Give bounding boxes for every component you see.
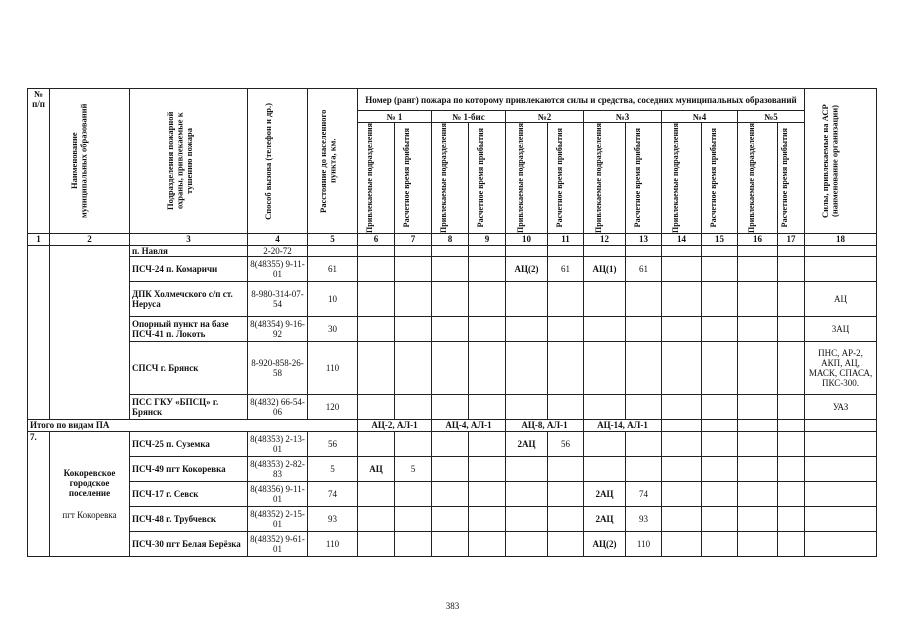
header-sub-time: Расчетное время прибытия: [469, 123, 506, 234]
unit-cell: ПСЧ-49 пгт Кокоревка: [130, 456, 248, 481]
call-cell: 8(48355) 9-11-01: [248, 256, 308, 281]
call-cell: 8-980-314-07-54: [248, 281, 308, 316]
unit-cell: ПСЧ-17 г. Севск: [130, 481, 248, 506]
distance-cell: 61: [308, 256, 358, 281]
distance-cell: 74: [308, 481, 358, 506]
totals-rank-1: АЦ-2, АЛ-1: [358, 419, 432, 431]
header-sub-time: Расчетное время прибытия: [548, 123, 584, 234]
table-row: ПСЧ-30 пгт Белая Берёзка 8(48352) 9-61-01 110 АЦ(2) 110: [28, 531, 877, 556]
col-number: 12: [584, 233, 626, 245]
totals-row: [28, 419, 877, 431]
call-cell: 2-20-72: [248, 245, 308, 256]
header-rank-1: № 1: [358, 111, 432, 123]
col-number: 6: [358, 233, 395, 245]
col-number: 17: [778, 233, 805, 245]
unit-cell: ПСЧ-48 г. Трубчевск: [130, 506, 248, 531]
totals-rank-3: АЦ-14, АЛ-1: [584, 419, 662, 431]
municipal-cell: [50, 431, 130, 556]
table-row: [28, 394, 877, 419]
call-cell: 8(48353) 2-13-01: [248, 431, 308, 456]
col-number: 5: [308, 233, 358, 245]
header-asr: Силы, привлекаемые на АСР (наименование организации): [805, 89, 877, 234]
municipal-name: Кокоревское городское поселение: [63, 467, 116, 498]
unit-cell: п. Навля: [130, 245, 248, 256]
header-rank-3: №3: [584, 111, 662, 123]
call-cell: 8(48353) 2-82-83: [248, 456, 308, 481]
table-row: ПСЧ-24 п. Комаричи 8(48355) 9-11-01 61 АЦ(2) 61 АЦ(1) 61: [28, 256, 877, 281]
distance-cell: 110: [308, 341, 358, 394]
header-rank-5: №5: [738, 111, 805, 123]
unit-cell: ПСС ГКУ «БПСЦ» г. Брянск: [130, 394, 248, 419]
col-number: 15: [702, 233, 738, 245]
distance-cell: 120: [308, 394, 358, 419]
call-cell: 8(48354) 9-16-92: [248, 316, 308, 341]
fire-forces-table: [27, 88, 877, 557]
distance-cell: 5: [308, 456, 358, 481]
table-row: ПСЧ-49 пгт Кокоревка 8(48353) 2-82-83 5 АЦ 5: [28, 456, 877, 481]
distance-cell: 93: [308, 506, 358, 531]
header-distance: Расстояние до населенного пункта, км.: [308, 89, 358, 234]
unit-cell: СПСЧ г. Брянск: [130, 341, 248, 394]
col-number: 11: [548, 233, 584, 245]
col-number: 2: [50, 233, 130, 245]
header-sub-time: Расчетное время прибытия: [395, 123, 432, 234]
table-row: [28, 341, 877, 394]
call-cell: 8(48352) 2-15-01: [248, 506, 308, 531]
header-call: Способ вызова (телефон и др.): [248, 89, 308, 234]
col-number: 9: [469, 233, 506, 245]
table-row: 7. Кокоревское городское поселение пгт Кокоревка ПСЧ-25 п. Суземка 8(48353) 2-13-01 56 2АЦ 56: [28, 431, 877, 456]
header-rank-1bis: № 1-бис: [432, 111, 506, 123]
column-numbers-row: [28, 233, 877, 245]
unit-cell: ПСЧ-24 п. Комаричи: [130, 256, 248, 281]
asr-cell: 3АЦ: [805, 316, 877, 341]
col-number: 18: [805, 233, 877, 245]
totals-rank-1bis: АЦ-4, АЛ-1: [432, 419, 506, 431]
table-row: [28, 281, 877, 316]
table-row: ПСЧ-17 г. Севск 8(48356) 9-11-01 74 2АЦ 74: [28, 481, 877, 506]
row-number: 7.: [28, 431, 50, 556]
col-number: 1: [28, 233, 50, 245]
col-number: 13: [626, 233, 662, 245]
distance-cell: 56: [308, 431, 358, 456]
header-rank-2: №2: [506, 111, 584, 123]
totals-rank-2: АЦ-8, АЛ-1: [506, 419, 584, 431]
header-sub-time: Расчетное время прибытия: [626, 123, 662, 234]
distance-cell: 30: [308, 316, 358, 341]
table-row: [28, 316, 877, 341]
table-row: [28, 245, 877, 256]
col-number: 16: [738, 233, 778, 245]
asr-cell: АЦ: [805, 281, 877, 316]
unit-cell: ПСЧ-25 п. Суземка: [130, 431, 248, 456]
header-sub-units: Привлекаемые подразделения: [584, 123, 626, 234]
call-cell: 8-920-858-26-58: [248, 341, 308, 394]
header-unit: Подразделения пожарной охраны, привлекаемые к тушению пожара: [130, 89, 248, 234]
unit-cell: Опорный пункт на базе ПСЧ-41 п. Локоть: [130, 316, 248, 341]
col-number: 10: [506, 233, 548, 245]
header-rank-4: №4: [662, 111, 738, 123]
table-row: ПСЧ-48 г. Трубчевск 8(48352) 2-15-01 93 2АЦ 93: [28, 506, 877, 531]
header-sub-units: Привлекаемые подразделения: [358, 123, 395, 234]
header-sub-units: Привлекаемые подразделения: [506, 123, 548, 234]
header-sub-time: Расчетное время прибытия: [778, 123, 805, 234]
header-sub-time: Расчетное время прибытия: [702, 123, 738, 234]
distance-cell: 10: [308, 281, 358, 316]
header-num: № п/п: [28, 89, 50, 234]
unit-cell: ДПК Холмечского с/п ст. Неруса: [130, 281, 248, 316]
call-cell: 8(4832) 66-54-06: [248, 394, 308, 419]
col-number: 8: [432, 233, 469, 245]
unit-cell: ПСЧ-30 пгт Белая Берёзка: [130, 531, 248, 556]
asr-cell: ПНС, АР-2, АКП, АЦ, МАСК, СПАСА, ПКС-300.: [805, 341, 877, 394]
col-number: 14: [662, 233, 702, 245]
distance-cell: 110: [308, 531, 358, 556]
header-sub-units: Привлекаемые подразделения: [432, 123, 469, 234]
header-rank-group: Номер (ранг) пожара по которому привлекаются силы и средства, соседних муниципальных образований: [358, 89, 805, 111]
call-cell: 8(48356) 9-11-01: [248, 481, 308, 506]
header-sub-units: Привлекаемые подразделения: [738, 123, 778, 234]
call-cell: 8(48352) 9-61-01: [248, 531, 308, 556]
col-number: 3: [130, 233, 248, 245]
col-number: 7: [395, 233, 432, 245]
header-sub-units: Привлекаемые подразделения: [662, 123, 702, 234]
col-number: 4: [248, 233, 308, 245]
asr-cell: УАЗ: [805, 394, 877, 419]
header-municipal: Наименование муниципальных образований: [50, 89, 130, 234]
municipal-center: пгт Кокоревка: [62, 509, 117, 520]
totals-label: Итого по видам ПА: [28, 419, 358, 431]
page-number: 383: [445, 601, 460, 611]
